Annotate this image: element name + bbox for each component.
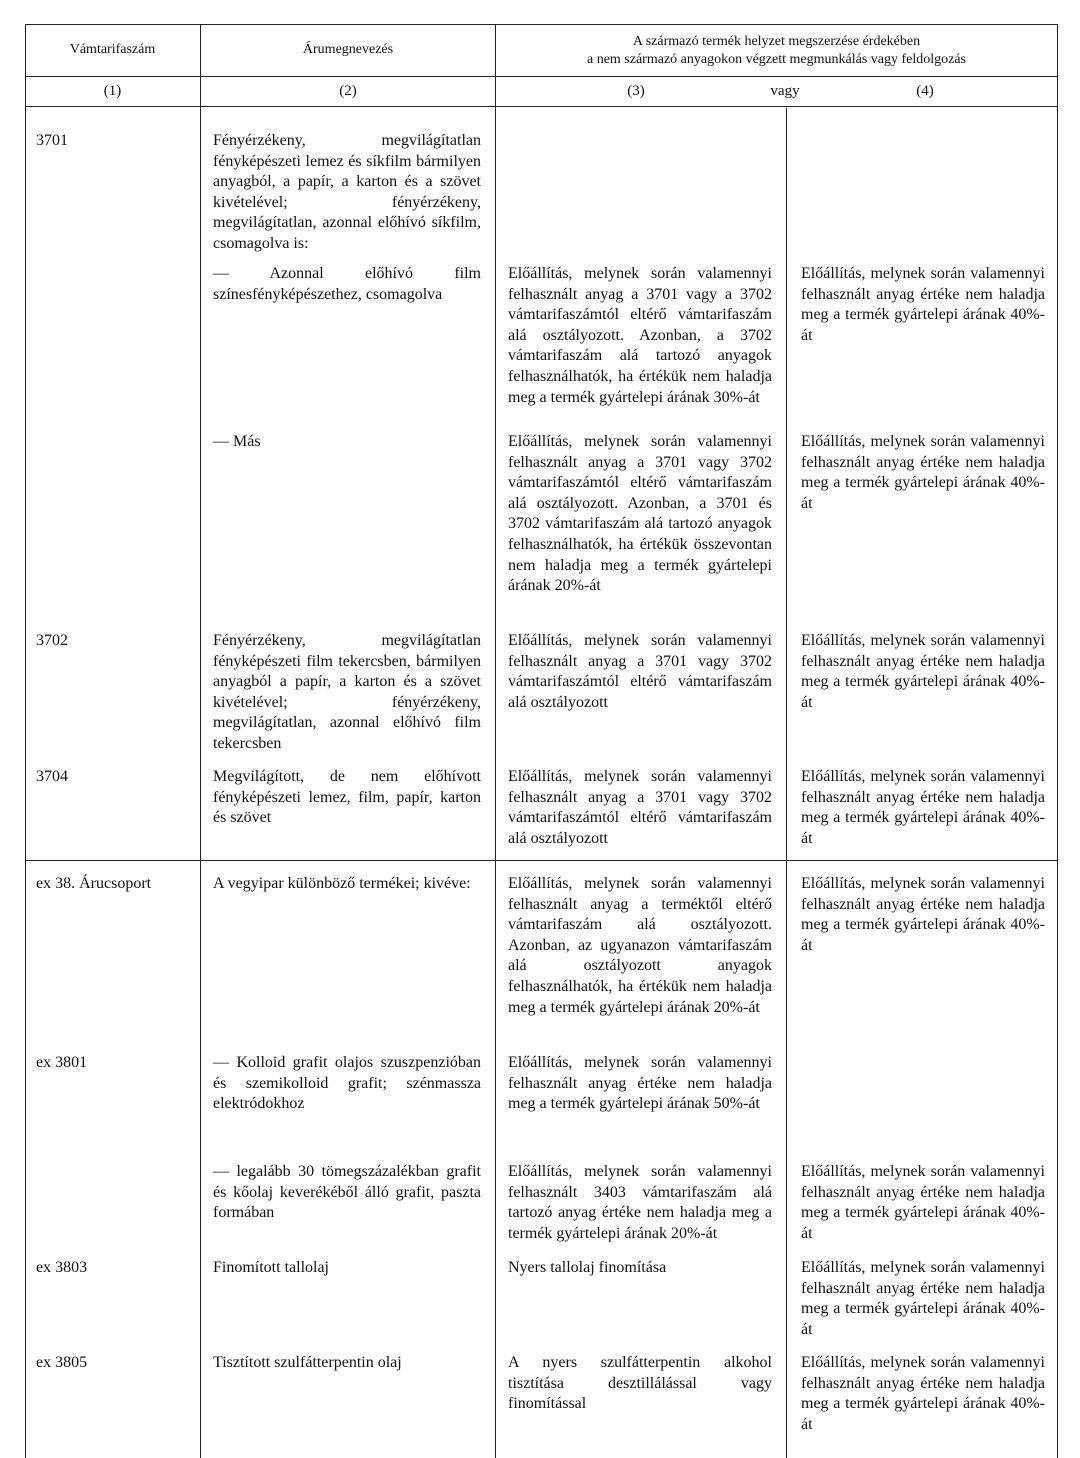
- tariff-table: [25, 24, 1058, 1458]
- row-ex3805-code: ex 3805: [36, 1354, 88, 1371]
- row-3701a-c3: Előállítás, melynek során valamennyi felhasznált anyag a 3701 vagy a 3702 vámtarifaszámtól eltérő vámtarifaszám alá osztályozott. Azonban, a 3702 vámtarifaszám alá tartozó anyagok felhasználhatók, ha értékük nem haladja meg a termék gyártelepi árának 30%-át: [508, 265, 772, 406]
- row-ex38-c4: Előállítás, melynek során valamennyi felhasznált anyag értéke nem haladja meg a termék gyártelepi árának 40%-át: [801, 875, 1045, 954]
- row-3701a-c4: Előállítás, melynek során valamennyi felhasznált anyag értéke nem haladja meg a termék gyártelepi árának 40%-át: [801, 265, 1045, 344]
- row-3704-desc: Megvilágított, de nem előhívott fényképészeti lemez, film, papír, karton és szövet: [213, 768, 481, 827]
- header-col2: Árumegnevezés: [302, 42, 394, 57]
- row-ex3801a-c3: Előállítás, melynek során valamennyi felhasznált anyag értéke nem haladja meg a termék gyártelepi árának 50%-át: [508, 1054, 772, 1113]
- row-ex3805-desc: Tisztított szulfátterpentin olaj: [213, 1354, 402, 1371]
- top-rule: [25, 24, 1058, 25]
- row-3701a-desc: — Azonnal előhívó film színesfényképészethez, csomagolva: [213, 265, 481, 303]
- column-vagy: vagy: [770, 83, 800, 99]
- row-3702-desc: Fényérzékeny, megvilágítatlan fényképészeti film tekercsben, bármilyen anyagból a papír, a karton és a szövet kivételével; fényérzékeny, megvilágítatlan, azonnal előhívó film tekercsben: [213, 632, 481, 752]
- column-number-3: (3): [627, 83, 645, 99]
- row-ex3805-c4: Előállítás, melynek során valamennyi felhasznált anyag értéke nem haladja meg a termék gyártelepi árának 40%-át: [801, 1354, 1045, 1433]
- col-rule-1: [200, 24, 201, 1458]
- row-3701-desc: Fényérzékeny, megvilágítatlan fényképészeti lemez és síkfilm bármilyen anyagból, a papír, a karton és a szövet kivételével; fényérzékeny, megvilágítatlan, azonnal előhívó síkfilm, csomagolva is:: [213, 132, 481, 252]
- row-3701b-c3: Előállítás, melynek során valamennyi felhasznált anyag a 3701 vagy 3702 vámtarifaszámtól eltérő vámtarifaszám alá osztályozott. Azonban, a 3701 és 3702 vámtarifaszám alá tartozó anyagok felhasználhatók, ha értékük összevontan nem haladja meg a termék gyártelepi árának 20%-át: [508, 433, 772, 595]
- row-3704-c3: Előállítás, melynek során valamennyi felhasznált anyag a 3701 vagy 3702 vámtarifaszámtól eltérő vámtarifaszám alá osztályozott: [508, 768, 772, 847]
- row-ex3801b-c3: Előállítás, melynek során valamennyi felhasznált 3403 vámtarifaszám alá tartozó anyag értéke nem haladja meg a termék gyártelepi árának 20%-át: [508, 1163, 772, 1242]
- row-ex3805-c3: A nyers szulfátterpentin alkohol tisztítása desztillálással vagy finomítással: [508, 1354, 772, 1413]
- col-rule-right: [1057, 24, 1058, 1458]
- column-number-2: (2): [339, 83, 357, 99]
- row-ex38-desc: A vegyipar különböző termékei; kivéve:: [213, 875, 471, 892]
- col-rule-2: [495, 24, 496, 1458]
- row-ex3801b-c4: Előállítás, melynek során valamennyi felhasznált anyag értéke nem haladja meg a termék gyártelepi árának 40%-át: [801, 1163, 1045, 1242]
- column-number-1: (1): [103, 83, 122, 99]
- row-ex3803-c3: Nyers tallolaj finomítása: [508, 1259, 667, 1276]
- row-ex3801b-desc: — legalább 30 tömegszázalékban grafit és kőolaj keverékéből álló grafit, paszta formában: [213, 1163, 481, 1222]
- header-rule: [25, 76, 1058, 77]
- row-3701-code: 3701: [36, 132, 68, 149]
- row-ex38-c3: Előállítás, melynek során valamennyi felhasznált anyag a terméktől eltérő vámtarifaszám alá osztályozott. Azonban, az ugyanazon vámtarifaszám alá osztályozott anyagok felhasználhatók, ha értékük nem haladja meg a termék gyártelepi árának 20%-át: [508, 875, 772, 1016]
- header-col34-line1: A származó termék helyzet megszerzése érdekében: [632, 34, 921, 49]
- header-col1: Vámtarifaszám: [69, 42, 156, 57]
- row-3701b-desc: — Más: [213, 433, 261, 450]
- col-rule-left: [25, 24, 26, 1458]
- row-ex3801a-desc: — Kolloid grafit olajos szuszpenzióban és szemikolloid grafit; szénmassza elektródokhoz: [213, 1054, 481, 1113]
- header-col34-line2: a nem származó anyagokon végzett megmunkálás vagy feldolgozás: [586, 52, 967, 67]
- row-ex3803-code: ex 3803: [36, 1259, 88, 1276]
- section-rule: [25, 860, 1058, 861]
- row-ex3803-c4: Előállítás, melynek során valamennyi felhasznált anyag értéke nem haladja meg a termék gyártelepi árának 40%-át: [801, 1259, 1045, 1338]
- row-3702-c3: Előállítás, melynek során valamennyi felhasznált anyag a 3701 vagy 3702 vámtarifaszámtól eltérő vámtarifaszám alá osztályozott: [508, 632, 772, 711]
- row-3701b-c4: Előállítás, melynek során valamennyi felhasznált anyag értéke nem haladja meg a termék gyártelepi árának 40%-át: [801, 433, 1045, 512]
- number-row-rule: [25, 106, 1058, 107]
- column-number-4: (4): [916, 83, 934, 99]
- row-ex38-code: ex 38. Árucsoport: [36, 875, 152, 892]
- row-ex3801-code: ex 3801: [36, 1054, 88, 1071]
- row-3704-c4: Előállítás, melynek során valamennyi felhasznált anyag értéke nem haladja meg a termék gyártelepi árának 40%-át: [801, 768, 1045, 847]
- row-ex3803-desc: Finomított tallolaj: [213, 1259, 329, 1276]
- row-3702-c4: Előállítás, melynek során valamennyi felhasznált anyag értéke nem haladja meg a termék gyártelepi árának 40%-át: [801, 632, 1045, 711]
- row-3704-code: 3704: [36, 768, 68, 785]
- col-rule-3: [786, 108, 787, 1458]
- row-3702-code: 3702: [36, 632, 68, 649]
